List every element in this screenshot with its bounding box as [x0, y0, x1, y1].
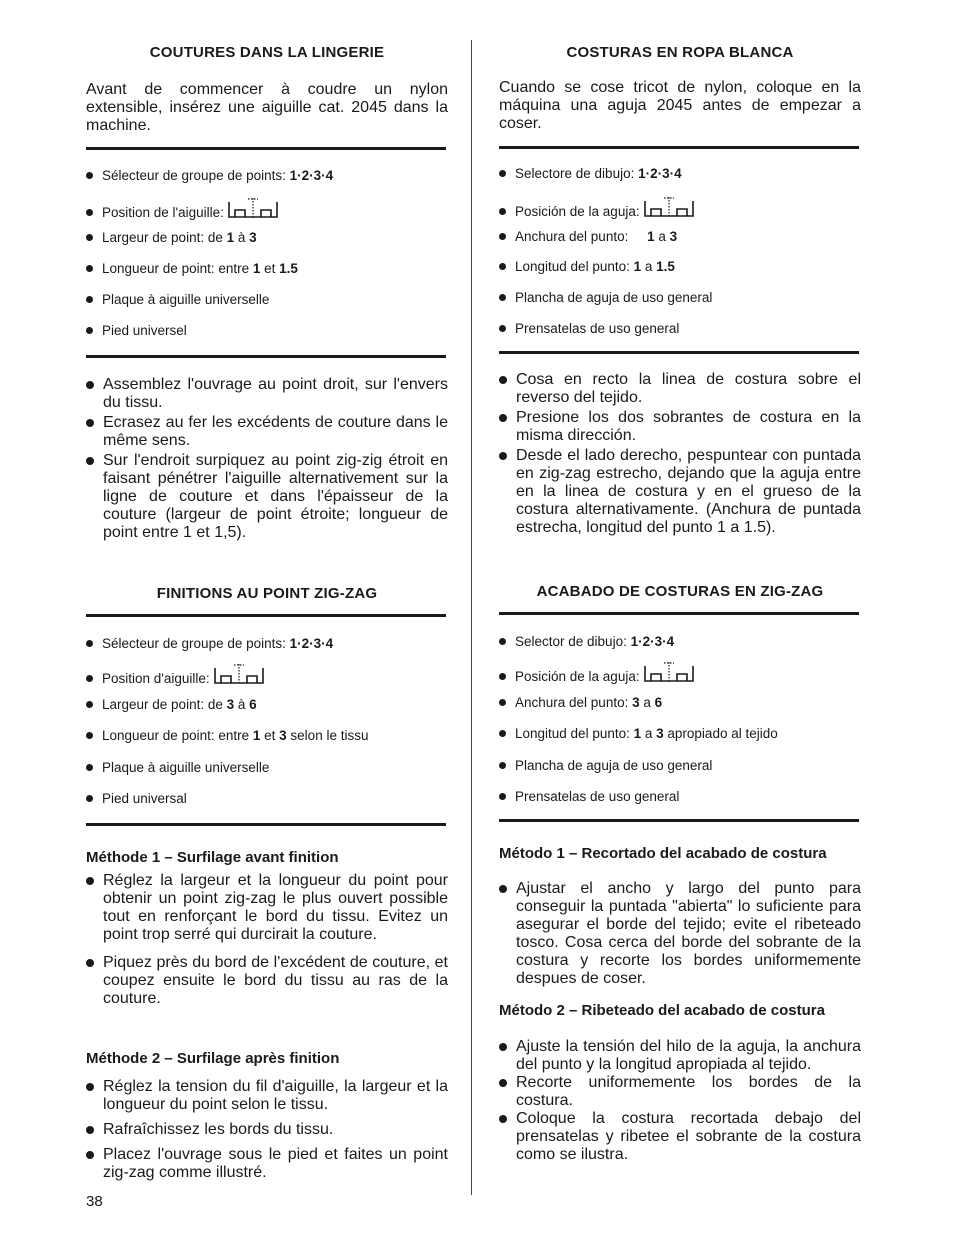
bullet-icon [499, 263, 506, 270]
es-heading-zigzag: ACABADO DE COSTURAS EN ZIG-ZAG [536, 583, 824, 600]
bullet-icon [499, 376, 507, 384]
es-rule [499, 612, 859, 615]
setting-item: Largeur de point: de 3 à 6 [86, 697, 257, 713]
setting-item: Selector de dibujo: 1·2·3·4 [499, 634, 674, 650]
bullet-icon [86, 732, 93, 739]
setting-item: Anchura del punto: 1 a 3 [499, 229, 677, 245]
bullet-icon [86, 1126, 94, 1134]
bullet-icon [86, 877, 94, 885]
needle-position-icon [227, 196, 279, 220]
setting-item: Prensatelas de uso general [499, 789, 679, 805]
es-method-2-steps [499, 1038, 861, 1166]
setting-item: Position de l'aiguille: [86, 196, 279, 221]
bullet-icon [86, 1083, 94, 1091]
bullet-icon [499, 1043, 507, 1051]
bullet-icon [499, 1115, 507, 1123]
list-item: Presione los dos sobrantes de costura en la misma dirección. [499, 409, 861, 445]
fr-rule [86, 355, 446, 358]
setting-item: Anchura del punto: 3 a 6 [499, 695, 662, 711]
fr-method-1-title: Méthode 1 – Surfilage avant finition [86, 849, 339, 866]
setting-item: Selectore de dibujo: 1·2·3·4 [499, 166, 682, 182]
list-item: Réglez la largeur et la longueur du point pour obtenir un point zig-zag le plus ouvert possible tout en renforçant le bord du tissu. Evitez un point trop serré qui durcirait la couture. [86, 872, 448, 944]
fr-rule [86, 147, 446, 150]
list-item: Ajustar el ancho y largo del punto para conseguir la puntada "abierta" lo suficiente para asegurar el borde del tejido; evite el ribeteado tosco. Cosa cerca del borde del sobrante de la costura y recorte los bordes uniformemente despues de coser. [499, 880, 861, 988]
setting-item: Longitud del punto: 1 a 1.5 [499, 259, 675, 275]
setting-item: Position d'aiguille: [86, 662, 265, 687]
es-method-2-title: Método 2 – Ribeteado del acabado de costura [499, 1002, 825, 1019]
es-heading-ropa-blanca: COSTURAS EN ROPA BLANCA [566, 44, 794, 61]
bullet-icon [86, 1151, 94, 1159]
setting-item: Longueur de point: entre 1 et 3 selon le tissu [86, 728, 368, 744]
bullet-icon [86, 265, 93, 272]
bullet-icon [499, 233, 506, 240]
bullet-icon [499, 762, 506, 769]
es-method-1-title: Método 1 – Recortado del acabado de costura [499, 845, 827, 862]
setting-item: Posición de la aguja: [499, 660, 695, 685]
bullet-icon [499, 673, 506, 680]
bullet-icon [499, 170, 506, 177]
es-intro: Cuando se cose tricot de nylon, coloque en la máquina una aguja 2045 antes de empezar a coser. [499, 79, 861, 132]
list-item: Recorte uniformemente los bordes de la costura. [499, 1074, 861, 1110]
setting-item: Pied universal [86, 791, 187, 807]
bullet-icon [86, 296, 93, 303]
fr-rule [86, 614, 446, 617]
bullet-icon [86, 764, 93, 771]
fr-method-2-steps [86, 1078, 448, 1184]
fr-intro: Avant de commencer à coudre un nylon extensible, insérez une aiguille cat. 2045 dans la machine. [86, 81, 448, 134]
bullet-icon [499, 699, 506, 706]
setting-item: Longitud del punto: 1 a 3 apropiado al tejido [499, 726, 778, 742]
fr-method-1-steps [86, 872, 448, 1010]
bullet-icon [499, 414, 507, 422]
list-item: Sur l'endroit surpiquez au point zig-zig étroit en faisant pénétrer l'aiguille alternativement sur la ligne de couture et dans l'épaisseur de la couture (largeur de point étroite; longueur de point entre 1 et 1,5). [86, 452, 448, 542]
setting-item: Sélecteur de groupe de points: 1·2·3·4 [86, 168, 333, 184]
bullet-icon [499, 1079, 507, 1087]
bullet-icon [499, 793, 506, 800]
setting-item: Pied universel [86, 323, 187, 339]
list-item: Piquez près du bord de l'excédent de couture, et coupez ensuite le bord du tissu au ras de la couture. [86, 954, 448, 1008]
fr-heading-zigzag: FINITIONS AU POINT ZIG-ZAG [156, 585, 378, 602]
fr-steps-1 [86, 376, 448, 544]
list-item: Coloque la costura recortada debajo del prensatelas y ribetee el sobrante de la costura como se ilustra. [499, 1110, 861, 1164]
es-rule [499, 351, 859, 354]
es-rule [499, 819, 859, 822]
list-item: Assemblez l'ouvrage au point droit, sur l'envers du tissu. [86, 376, 448, 412]
list-item: Ajuste la tensión del hilo de la aguja, la anchura del punto y la longitud apropiada al tejido. [499, 1038, 861, 1074]
setting-item: Plancha de aguja de uso general [499, 290, 712, 306]
bullet-icon [499, 325, 506, 332]
es-method-1-steps [499, 880, 861, 990]
fr-heading-lingerie: COUTURES DANS LA LINGERIE [149, 44, 385, 61]
list-item: Desde el lado derecho, pespuntear con puntada en zig-zag estrecho, dejando que la aguja entre en la linea de costura y en el grueso de la costura alternativamente. (Anchura de puntada estrecha, longitud del punto 1 a 1.5). [499, 447, 861, 537]
es-steps-1 [499, 371, 861, 539]
needle-position-icon [213, 662, 265, 686]
bullet-icon [499, 294, 506, 301]
bullet-icon [86, 795, 93, 802]
bullet-icon [86, 209, 93, 216]
column-divider [471, 40, 472, 1195]
needle-position-icon [643, 660, 695, 684]
es-rule [499, 146, 859, 149]
bullet-icon [86, 640, 93, 647]
bullet-icon [86, 327, 93, 334]
bullet-icon [86, 419, 94, 427]
setting-item: Plaque à aiguille universelle [86, 760, 269, 776]
list-item: Cosa en recto la linea de costura sobre el reverso del tejido. [499, 371, 861, 407]
list-item: Réglez la tension du fil d'aiguille, la largeur et la longueur du point selon le tissu. [86, 1078, 448, 1114]
needle-position-icon [643, 195, 695, 219]
setting-item: Sélecteur de groupe de points: 1·2·3·4 [86, 636, 333, 652]
bullet-icon [86, 457, 94, 465]
setting-item: Longueur de point: entre 1 et 1.5 [86, 261, 298, 277]
setting-item: Largeur de point: de 1 à 3 [86, 230, 257, 246]
setting-item: Posición de la aguja: [499, 195, 695, 220]
page-number: 38 [86, 1193, 103, 1210]
bullet-icon [86, 675, 93, 682]
bullet-icon [499, 452, 507, 460]
bullet-icon [86, 381, 94, 389]
bullet-icon [86, 234, 93, 241]
bullet-icon [499, 638, 506, 645]
list-item: Ecrasez au fer les excédents de couture dans le même sens. [86, 414, 448, 450]
bullet-icon [499, 885, 507, 893]
list-item: Rafraîchissez les bords du tissu. [86, 1121, 448, 1139]
setting-item: Plancha de aguja de uso general [499, 758, 712, 774]
setting-item: Plaque à aiguille universelle [86, 292, 269, 308]
fr-method-2-title: Méthode 2 – Surfilage après finition [86, 1050, 340, 1067]
bullet-icon [86, 701, 93, 708]
bullet-icon [86, 172, 93, 179]
fr-rule [86, 823, 446, 826]
setting-item: Prensatelas de uso general [499, 321, 679, 337]
bullet-icon [499, 208, 506, 215]
bullet-icon [499, 730, 506, 737]
bullet-icon [86, 959, 94, 967]
list-item: Placez l'ouvrage sous le pied et faites un point zig-zag comme illustré. [86, 1146, 448, 1182]
